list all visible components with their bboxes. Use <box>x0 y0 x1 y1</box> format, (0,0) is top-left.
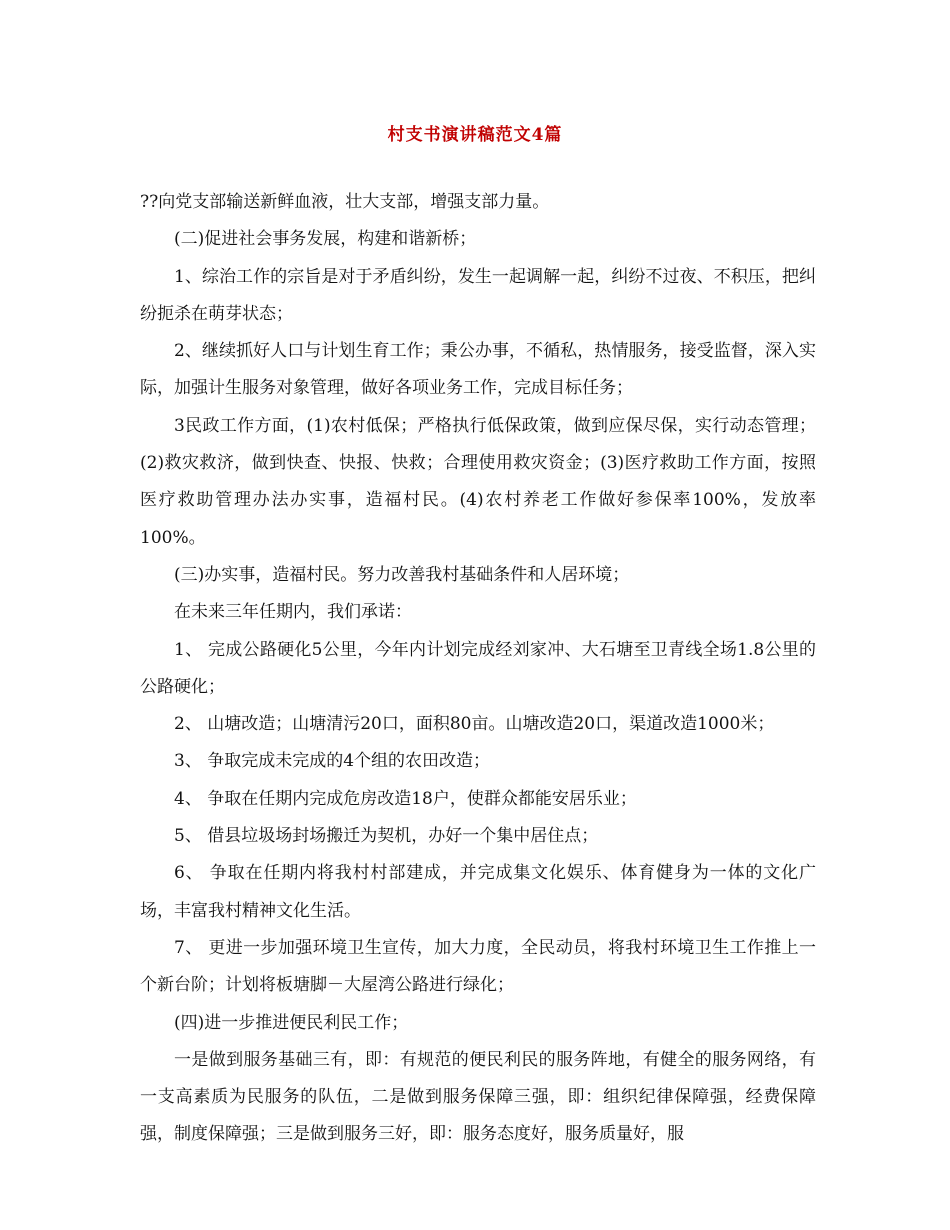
paragraph: 1、综治工作的宗旨是对于矛盾纠纷，发生一起调解一起，纠纷不过夜、不积压，把纠纷扼杀在萌芽状态； <box>140 266 816 324</box>
paragraph: 3民政工作方面，(1)农村低保；严格执行低保政策，做到应保尽保，实行动态管理；(2)救灾救济，做到快查、快报、快救；合理使用救灾资金；(3)医疗救助工作方面，按照医疗救助管理办法办实事，造福村民。(4)农村养老工作做好参保率100%，发放率100%。 <box>140 415 816 548</box>
paragraph: 在未来三年任期内，我们承诺： <box>174 602 412 623</box>
paragraph: 2、继续抓好人口与计划生育工作；秉公办事，不循私，热情服务，接受监督，深入实际，加强计生服务对象管理，做好各项业务工作，完成目标任务； <box>140 341 816 399</box>
paragraph: (四)进一步推进便民利民工作； <box>174 1012 409 1033</box>
paragraph: 4、 争取在任期内完成危房改造18户，使群众都能安居乐业； <box>174 788 637 809</box>
paragraph: 7、 更进一步加强环境卫生宣传，加大力度，全民动员，将我村环境卫生工作推上一个新台阶；计划将板塘脚－大屋湾公路进行绿化； <box>140 937 816 996</box>
paragraph: (二)促进社会事务发展，构建和谐新桥； <box>174 229 477 250</box>
document-body <box>140 184 816 1154</box>
paragraph: 6、 争取在任期内将我村村部建成，并完成集文化娱乐、体育健身为一体的文化广场，丰富我村精神文化生活。 <box>140 863 816 921</box>
paragraph: 1、 完成公路硬化5公里，今年内计划完成经刘家冲、大石塘至卫青线全场1.8公里的公路硬化； <box>140 639 816 697</box>
document-title: 村支书演讲稿范文4篇 <box>387 125 563 145</box>
paragraph: 3、 争取完成未完成的4个组的农田改造； <box>174 751 491 772</box>
paragraph: 5、 借县垃圾场封场搬迁为契机，办好一个集中居住点； <box>174 826 599 847</box>
paragraph: 2、 山塘改造；山塘清污20口，面积80亩。山塘改造20口，渠道改造1000米； <box>174 714 775 735</box>
paragraph: ??向党支部输送新鲜血液，壮大支部，增强支部力量。 <box>140 192 550 212</box>
paragraph: 一是做到服务基础三有，即：有规范的便民利民的服务阵地，有健全的服务网络，有一支高素质为民服务的队伍，二是做到服务保障三强，即：组织纪律保障强，经费保障强，制度保障强；三是做到服务三好，即：服务态度好，服务质量好，服 <box>140 1049 816 1145</box>
paragraph: (三)办实事，造福村民。努力改善我村基础条件和人居环境； <box>174 564 630 585</box>
